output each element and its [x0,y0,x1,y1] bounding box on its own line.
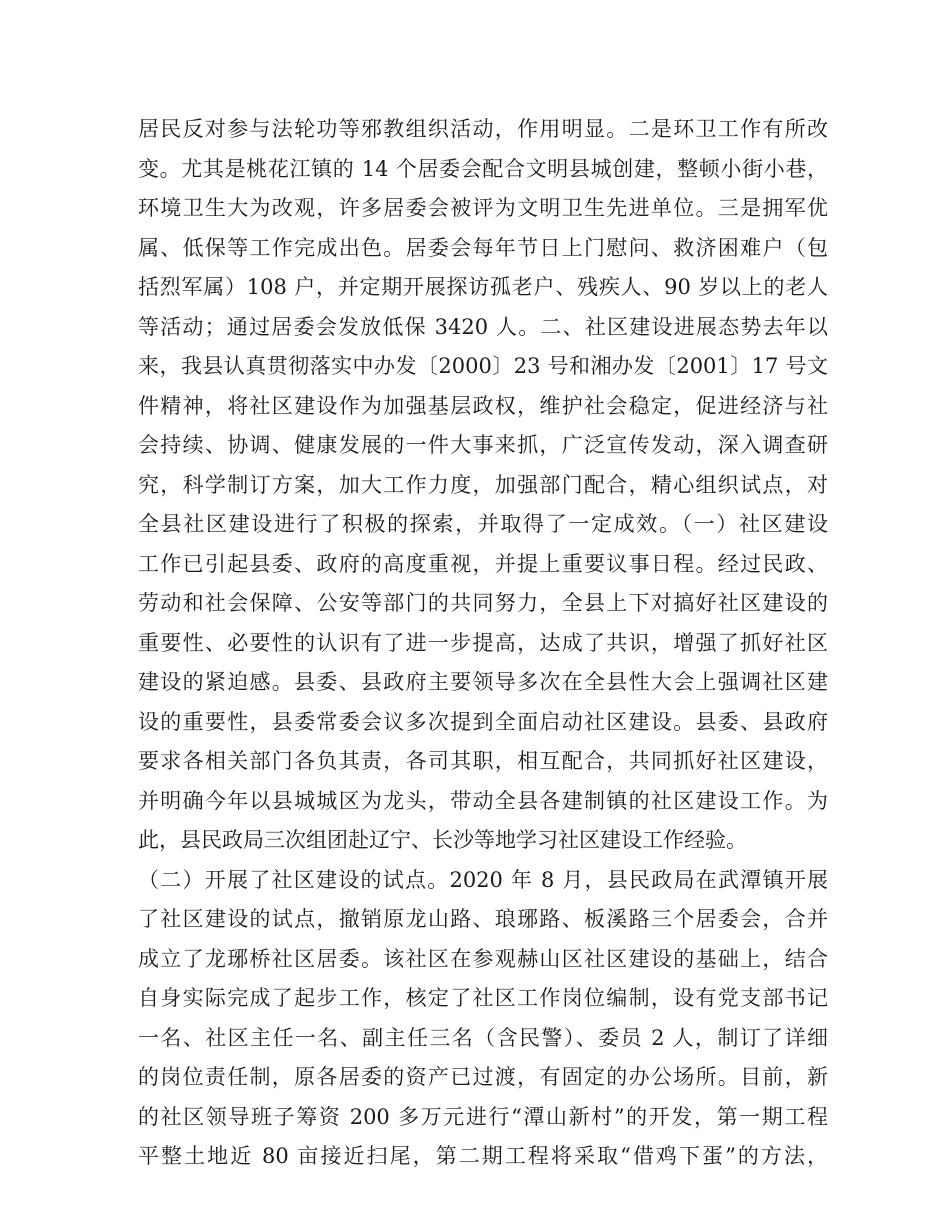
text-line: 括烈军属）108 户，并定期开展探访孤老户、残疾人、90 岁以上的老人 [138,275,828,299]
text-line: 了社区建设的试点，撤销原龙山路、琅琊路、板溪路三个居委会，合并 [138,907,828,931]
text-line: 来，我县认真贯彻落实中办发〔2000〕23 号和湘办发〔2001〕17 号文 [138,354,828,378]
text-line: 会持续、协调、健康发展的一件大事来抓，广泛宣传发动，深入调查研 [138,433,828,457]
text-line: 属、低保等工作完成出色。居委会每年节日上门慰问、救济困难户（包 [138,235,828,260]
text-line: 劳动和社会保障、公安等部门的共同努力，全县上下对搞好社区建设的 [138,591,828,615]
text-line: 要求各相关部门各负其责，各司其职，相互配合，共同抓好社区建设， [138,749,828,773]
text-line: （二）开展了社区建设的试点。2020 年 8 月，县民政局在武潭镇开展 [138,867,828,892]
text-line: 重要性、必要性的认识有了进一步提高，达成了共识，增强了抓好社区 [138,630,828,655]
text-line: 变。尤其是桃花江镇的 14 个居委会配合文明县城创建，整顿小街小巷， [138,156,828,181]
text-line: 自身实际完成了起步工作，核定了社区工作岗位编制，设有党支部书记 [138,986,828,1010]
text-line: 成立了龙琊桥社区居委。该社区在参观赫山区社区建设的基础上，结合 [138,946,828,971]
text-line: 的社区领导班子筹资 200 多万元进行“潭山新村”的开发，第一期工程 [138,1104,828,1129]
text-line: 工作已引起县委、政府的高度重视，并提上重要议事日程。经过民政、 [138,551,828,576]
text-line: 究，科学制订方案，加大工作力度，加强部门配合，精心组织试点，对 [138,472,828,497]
text-line: 全县社区建设进行了积极的探索，并取得了一定成效。（一）社区建设 [138,512,828,536]
text-line: 等活动；通过居委会发放低保 3420 人。二、社区建设进展态势去年以 [138,314,828,339]
text-line: 一名、社区主任一名、副主任三名（含民警）、委员 2 人，制订了详细 [138,1025,828,1050]
text-line: 此，县民政局三次组团赴辽宁、长沙等地学习社区建设工作经验。 [138,828,747,852]
text-line: 环境卫生大为改观，许多居委会被评为文明卫生先进单位。三是拥军优 [138,196,828,220]
text-line: 并明确今年以县城城区为龙头，带动全县各建制镇的社区建设工作。为 [138,788,828,813]
text-line: 设的重要性，县委常委会议多次提到全面启动社区建设。县委、县政府 [138,709,828,734]
body-text [138,110,828,1177]
text-line: 件精神，将社区建设作为加强基层政权，维护社会稳定，促进经济与社 [138,393,828,418]
text-line: 的岗位责任制，原各居委的资产已过渡，有固定的办公场所。目前，新 [138,1065,828,1089]
text-line: 建设的紧迫感。县委、县政府主要领导多次在全县性大会上强调社区建 [138,670,828,694]
text-line: 居民反对参与法轮功等邪教组织活动，作用明显。二是环卫工作有所改 [138,117,828,141]
text-line: 平整土地近 80 亩接近扫尾，第二期工程将采取“借鸡下蛋”的方法， [138,1144,828,1168]
